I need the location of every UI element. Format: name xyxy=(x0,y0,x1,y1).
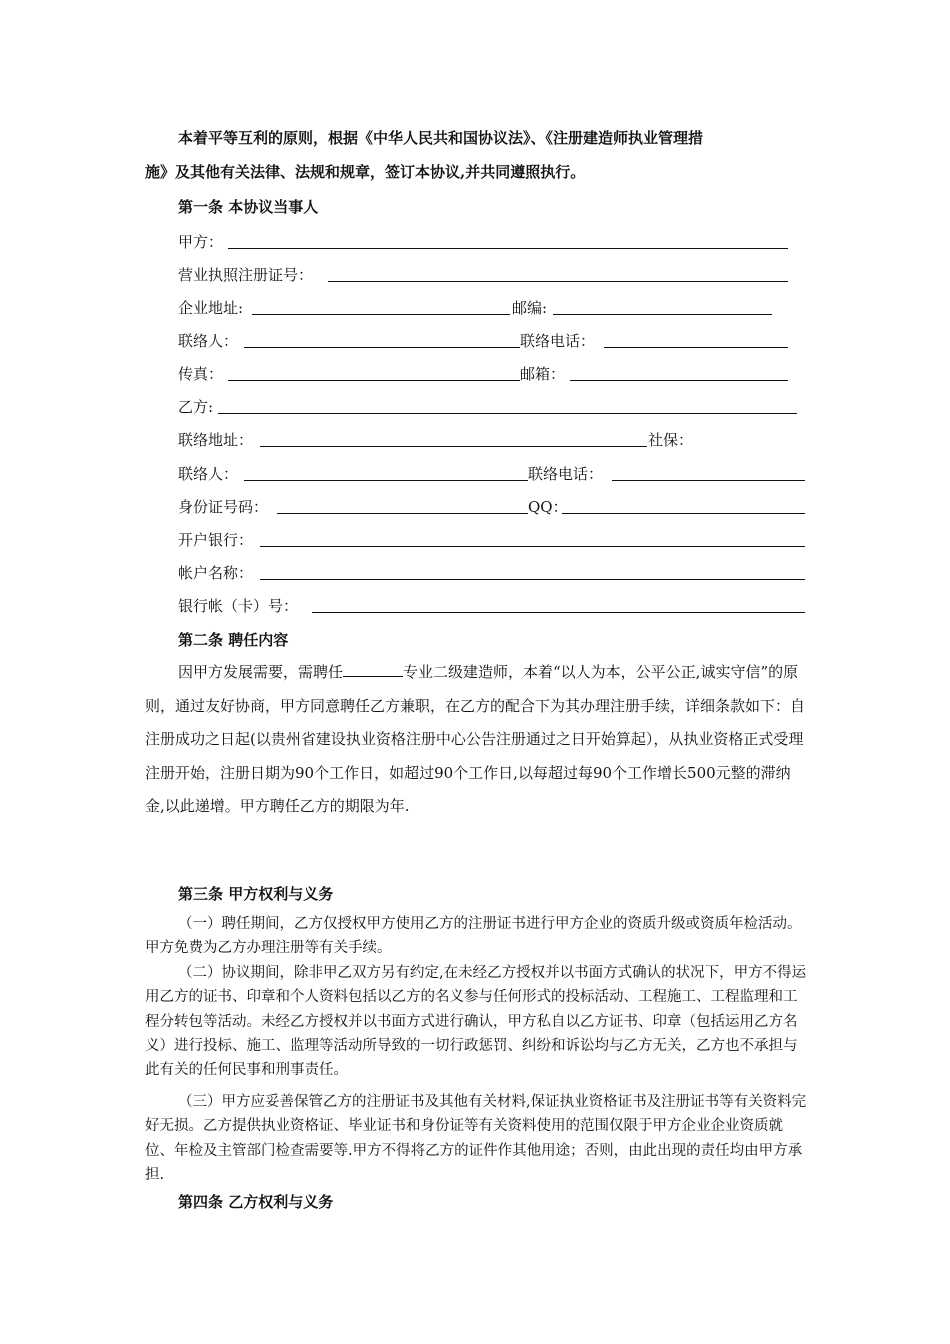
qq-label: QQ： xyxy=(528,498,568,516)
contact-a-field[interactable] xyxy=(244,347,520,348)
contact-b-field[interactable] xyxy=(244,480,528,481)
phone-b-field[interactable] xyxy=(612,480,805,481)
article-3-clause-2: （二）协议期间，除非甲乙双方另有约定,在未经乙方授权并以书面方式确认的状况下，甲方不得运用乙方的证书、印章和个人资料包括以乙方的名义参与任何形式的投标活动、工程施工、工程监理和工程分转包等活动。未经乙方授权并以书面方式进行确认，甲方私自以乙方证书、印章（包括运用乙方名义）进行投标、施工、监理等活动所导致的一切行政惩罚、纠纷和诉讼均与乙方无关，乙方也不承担与此有关的任何民事和刑事责任。 xyxy=(145,965,807,1079)
card-field[interactable] xyxy=(312,612,805,613)
article-2-title: 第二条 聘任内容 xyxy=(178,631,289,649)
contact-address-label: 联络地址： xyxy=(178,431,254,449)
party-a-label: 甲方： xyxy=(178,233,224,251)
party-a-field[interactable] xyxy=(228,248,788,249)
contact-address-field[interactable] xyxy=(260,446,647,447)
id-field[interactable] xyxy=(277,513,528,514)
bank-label: 开户银行： xyxy=(178,531,254,549)
id-label: 身份证号码： xyxy=(178,498,269,516)
party-b-field[interactable] xyxy=(218,413,797,414)
article-3-clause-3: （三）甲方应妥善保管乙方的注册证书及其他有关材料,保证执业资格证书及注册证书等有关资料完好无损。乙方提供执业资格证、毕业证书和身份证等有关资料使用的范围仅限于甲方企业企业资质就位、年检及主管部门检查需要等.甲方不得将乙方的证件作其他用途；否则，由此出现的责任均由甲方承担. xyxy=(145,1094,807,1183)
email-label: 邮箱： xyxy=(520,365,566,383)
phone-a-label: 联络电话： xyxy=(520,332,596,350)
address-label: 企业地址: xyxy=(178,299,244,317)
intro-line-2: 施》及其他有关法律、法规和规章，签订本协议,并共同遵照执行。 xyxy=(145,163,586,181)
social-label: 社保： xyxy=(648,431,694,449)
article-2-body xyxy=(145,656,810,824)
specialty-blank[interactable] xyxy=(343,660,403,677)
postcode-field[interactable] xyxy=(553,314,772,315)
bank-field[interactable] xyxy=(260,546,805,547)
contact-b-label: 联络人： xyxy=(178,465,239,483)
article-2-text-before: 因甲方发展需要，需聘任 xyxy=(178,663,344,681)
license-field[interactable] xyxy=(328,281,788,282)
account-name-label: 帐户名称： xyxy=(178,564,254,582)
address-field[interactable] xyxy=(252,314,510,315)
qq-field[interactable] xyxy=(562,513,805,514)
license-label: 营业执照注册证号： xyxy=(178,266,314,284)
phone-a-field[interactable] xyxy=(604,347,788,348)
email-field[interactable] xyxy=(570,380,788,381)
article-1-title: 第一条 本协议当事人 xyxy=(178,198,319,216)
party-b-label: 乙方: xyxy=(178,398,214,416)
phone-b-label: 联络电话： xyxy=(528,465,604,483)
fax-label: 传真： xyxy=(178,365,224,383)
postcode-label: 邮编: xyxy=(512,299,548,317)
fax-field[interactable] xyxy=(228,380,520,381)
card-label: 银行帐（卡）号： xyxy=(178,597,299,615)
intro-line-1: 本着平等互利的原则，根据《中华人民共和国协议法》、《注册建造师执业管理措 xyxy=(178,129,704,147)
article-2-text-after: 专业二级建造师，本着“以人为本，公平公正,诚实守信”的原则，通过友好协商，甲方同意聘任乙方兼职，在乙方的配合下为其办理注册手续，详细条款如下：自注册成功之日起(以贵州省建设执业资格注册中心公告注册通过之日开始算起），从执业资格正式受理注册开始，注册日期为90个工作日，如超过90个工作日,以每超过每90个工作增长500元整的滞纳金,以此递增。甲方聘任乙方的期限为年. xyxy=(145,663,806,815)
account-name-field[interactable] xyxy=(260,579,805,580)
article-3-title: 第三条 甲方权利与义务 xyxy=(178,885,334,903)
article-4-title: 第四条 乙方权利与义务 xyxy=(178,1193,334,1211)
contact-a-label: 联络人： xyxy=(178,332,239,350)
article-3-clause-1: （一）聘任期间，乙方仅授权甲方使用乙方的注册证书进行甲方企业的资质升级或资质年检活动。甲方免费为乙方办理注册等有关手续。 xyxy=(145,916,802,957)
